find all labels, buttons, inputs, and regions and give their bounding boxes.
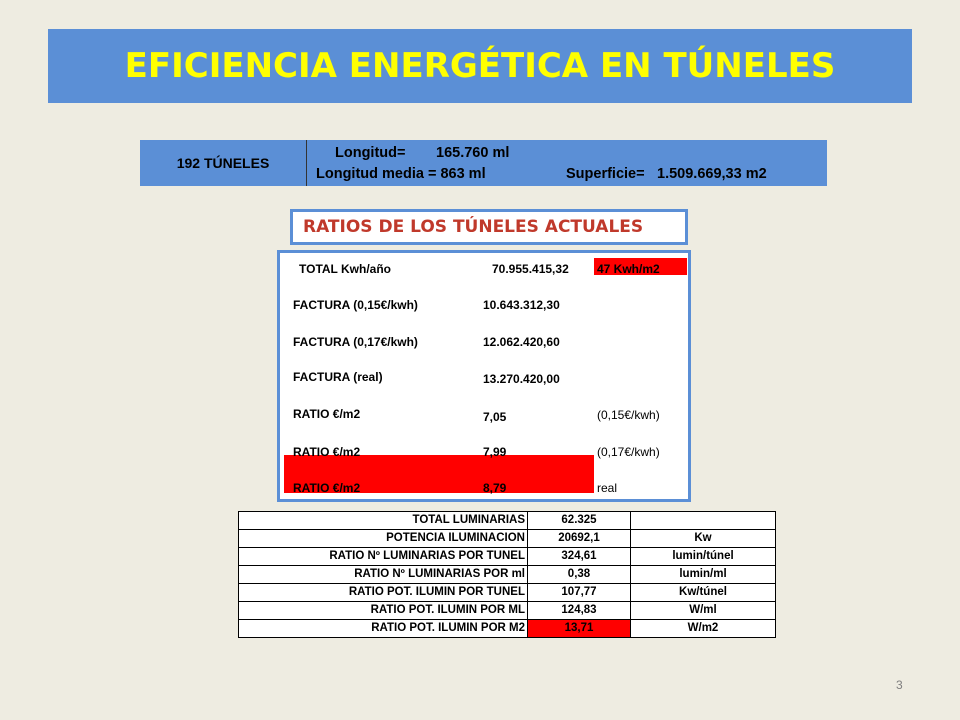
longitud-media: Longitud media = 863 ml [316, 166, 486, 182]
metric-value: 12.062.420,60 [483, 335, 560, 349]
tunnel-count: 192 TÚNELES [140, 140, 307, 186]
tunnel-summary [140, 140, 827, 186]
table-row [239, 566, 776, 584]
longitud-value: 165.760 ml [436, 145, 510, 161]
row-value-highlight: 13,71 [528, 620, 631, 638]
metric-label: RATIO €/m2 [293, 445, 361, 459]
row-value: 20692,1 [528, 530, 631, 548]
metric-value: 8,79 [483, 481, 507, 495]
ratios-heading: RATIOS DE LOS TÚNELES ACTUALES [290, 209, 688, 245]
row-unit: lumin/túnel [631, 548, 776, 566]
metric-value: 70.955.415,32 [492, 262, 569, 276]
row-label: RATIO Nº LUMINARIAS POR TUNEL [239, 548, 528, 566]
table-row [239, 548, 776, 566]
row-label: RATIO POT. ILUMIN POR TUNEL [239, 584, 528, 602]
row-unit: lumin/ml [631, 566, 776, 584]
metric-label: RATIO €/m2 [293, 481, 361, 495]
row-label: RATIO Nº LUMINARIAS POR ml [239, 566, 528, 584]
row-value: 0,38 [528, 566, 631, 584]
metric-value: 7,05 [483, 410, 507, 424]
metric-label: FACTURA (0,17€/kwh) [293, 335, 418, 349]
row-value: 107,77 [528, 584, 631, 602]
metric-label: FACTURA (0,15€/kwh) [293, 298, 418, 312]
metric-value: 13.270.420,00 [483, 372, 560, 386]
row-label: RATIO POT. ILUMIN POR M2 [239, 620, 528, 638]
row-label: TOTAL LUMINARIAS [239, 512, 528, 530]
metric-note: (0,17€/kwh) [597, 445, 660, 459]
slide-title: EFICIENCIA ENERGÉTICA EN TÚNELES [48, 29, 912, 103]
metric-note: (0,15€/kwh) [597, 408, 660, 422]
longitud-label: Longitud= [335, 145, 406, 161]
table-row [239, 602, 776, 620]
luminarias-table [238, 511, 776, 638]
table-row [239, 584, 776, 602]
metrics-panel [277, 250, 691, 502]
row-value: 324,61 [528, 548, 631, 566]
metric-label: RATIO €/m2 [293, 407, 361, 421]
metric-value: 10.643.312,30 [483, 298, 560, 312]
superficie-label: Superficie= [566, 166, 645, 182]
metric-note: 47 Kwh/m2 [597, 262, 660, 276]
table-row [239, 530, 776, 548]
table-row [239, 620, 776, 638]
row-unit [631, 512, 776, 530]
metric-label: FACTURA (real) [293, 370, 383, 384]
page-number: 3 [896, 678, 903, 692]
row-label: RATIO POT. ILUMIN POR ML [239, 602, 528, 620]
row-label: POTENCIA ILUMINACION [239, 530, 528, 548]
table-row [239, 512, 776, 530]
metric-value: 7,99 [483, 445, 507, 459]
row-value: 124,83 [528, 602, 631, 620]
row-unit: W/m2 [631, 620, 776, 638]
metric-label: TOTAL Kwh/año [299, 262, 391, 276]
row-unit: W/ml [631, 602, 776, 620]
row-unit: Kw [631, 530, 776, 548]
superficie-value: 1.509.669,33 m2 [657, 166, 767, 182]
metric-note: real [597, 481, 618, 495]
row-value: 62.325 [528, 512, 631, 530]
row-unit: Kw/túnel [631, 584, 776, 602]
